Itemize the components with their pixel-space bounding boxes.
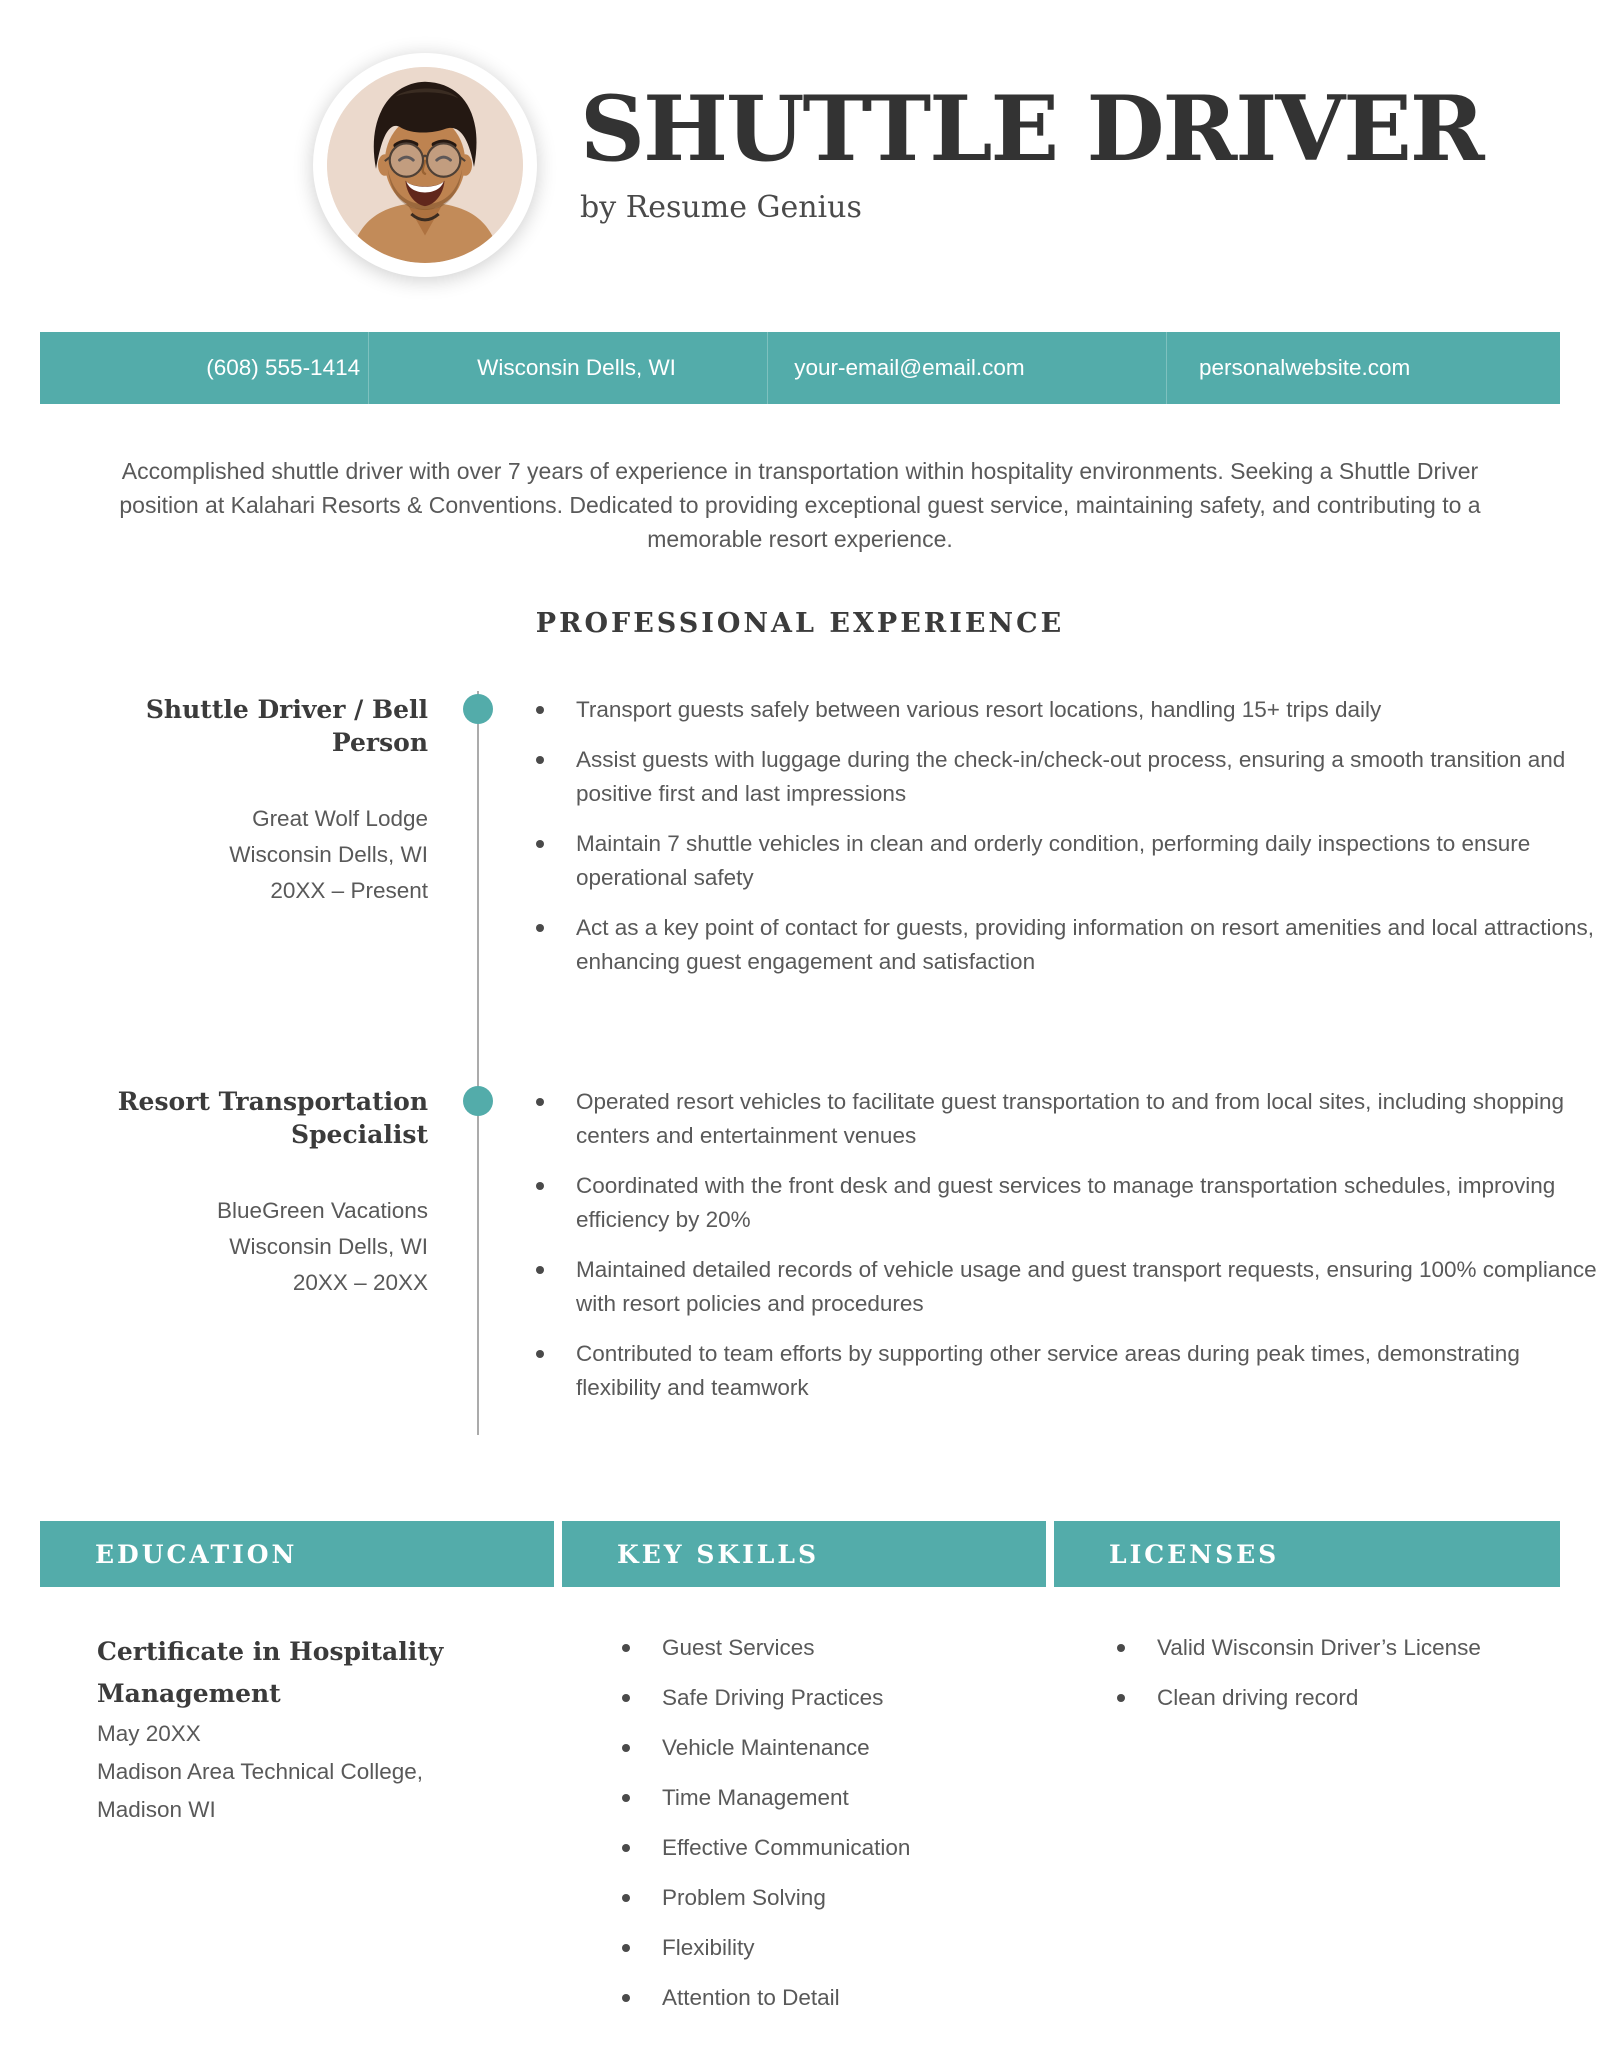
bottom-sections bbox=[40, 1521, 1560, 2031]
job-1-bullets bbox=[528, 693, 1600, 995]
job-bullet: Maintained detailed records of vehicle usage and guest transport requests, ensuring 100% compliance with resort policies and procedures bbox=[528, 1253, 1600, 1321]
key-skills-header bbox=[562, 1521, 1046, 1587]
job-entry-1 bbox=[0, 693, 1600, 995]
skill-item: Effective Communication bbox=[614, 1831, 1046, 1865]
job-1-timeline-cell bbox=[428, 693, 528, 995]
skill-item: Flexibility bbox=[614, 1931, 1046, 1965]
skill-item: Time Management bbox=[614, 1781, 1046, 1815]
key-skills-section bbox=[562, 1521, 1046, 2031]
timeline-dot bbox=[463, 1086, 493, 1116]
contact-separator bbox=[767, 332, 768, 404]
contact-separator bbox=[1166, 332, 1167, 404]
job-bullet: Act as a key point of contact for guests, providing information on resort amenities and local attractions, enhancing guest engagement and satisfaction bbox=[528, 911, 1600, 979]
contact-phone: (608) 555-1414 bbox=[206, 355, 361, 380]
job-2-bullets bbox=[528, 1085, 1600, 1421]
job-1-dates: 20XX – Present bbox=[270, 878, 428, 903]
experience-heading: PROFESSIONAL EXPERIENCE bbox=[535, 608, 1065, 639]
job-bullet: Coordinated with the front desk and guest services to manage transportation schedules, improving efficiency by 20% bbox=[528, 1169, 1600, 1237]
education-heading: EDUCATION bbox=[95, 1539, 298, 1569]
job-2-company: BlueGreen Vacations bbox=[217, 1198, 428, 1223]
graduation-date: May 20XX bbox=[97, 1721, 201, 1746]
job-2-dates: 20XX – 20XX bbox=[292, 1270, 428, 1295]
skill-item: Attention to Detail bbox=[614, 1981, 1046, 2015]
experience-section bbox=[0, 693, 1600, 1421]
byline: by Resume Genius bbox=[580, 190, 862, 225]
licenses-heading: LICENSES bbox=[1109, 1539, 1280, 1569]
key-skills-heading: KEY SKILLS bbox=[617, 1539, 820, 1569]
job-1-location: Wisconsin Dells, WI bbox=[229, 842, 428, 867]
header bbox=[0, 0, 1600, 332]
job-1-company: Great Wolf Lodge bbox=[252, 806, 428, 831]
job-2-meta bbox=[75, 1193, 428, 1301]
avatar-portrait-illustration bbox=[327, 67, 523, 263]
licenses-body bbox=[1054, 1587, 1560, 1715]
contact-email: your-email@email.com bbox=[794, 355, 1025, 380]
licenses-list bbox=[1109, 1631, 1560, 1715]
licenses-header bbox=[1054, 1521, 1560, 1587]
job-2-location: Wisconsin Dells, WI bbox=[229, 1234, 428, 1259]
skill-item: Vehicle Maintenance bbox=[614, 1731, 1046, 1765]
skills-list bbox=[614, 1631, 1046, 2015]
job-bullet: Transport guests safely between various resort locations, handling 15+ trips daily bbox=[528, 693, 1600, 727]
job-1-meta bbox=[75, 801, 428, 909]
skill-item: Guest Services bbox=[614, 1631, 1046, 1665]
school-location: Madison WI bbox=[97, 1797, 216, 1822]
job-2-title: Resort Transportation Specialist bbox=[117, 1087, 428, 1149]
skill-item: Problem Solving bbox=[614, 1881, 1046, 1915]
job-2-timeline-cell bbox=[428, 1085, 528, 1421]
education-header bbox=[40, 1521, 554, 1587]
license-item: Clean driving record bbox=[1109, 1681, 1560, 1715]
contact-location: Wisconsin Dells, WI bbox=[477, 355, 676, 380]
job-1-title: Shuttle Driver / Bell Person bbox=[145, 695, 428, 757]
contact-website: personalwebsite.com bbox=[1198, 355, 1411, 380]
degree-title: Certificate in Hospitality Management bbox=[97, 1637, 444, 1708]
contact-separator bbox=[368, 332, 369, 404]
summary-text: Accomplished shuttle driver with over 7 years of experience in transportation within hospitality environments. Seeking a Shuttle Driver position at Kalahari Resorts & Conventions. Dedicated to providing exceptional guest service, maintaining safety, and contributing to a memorable resort experience. bbox=[119, 458, 1481, 552]
profile-photo bbox=[313, 53, 537, 277]
school-name: Madison Area Technical College, bbox=[97, 1759, 424, 1784]
education-body bbox=[40, 1587, 554, 1829]
key-skills-body bbox=[562, 1587, 1046, 2015]
title-block bbox=[580, 76, 1483, 225]
contact-bar bbox=[40, 332, 1560, 404]
job-bullet: Contributed to team efforts by supporting other service areas during peak times, demonstrating flexibility and teamwork bbox=[528, 1337, 1600, 1405]
job-2-left-column bbox=[0, 1085, 428, 1421]
licenses-section bbox=[1054, 1521, 1560, 2031]
job-bullet: Assist guests with luggage during the check-in/check-out process, ensuring a smooth transition and positive first and last impressions bbox=[528, 743, 1600, 811]
license-item: Valid Wisconsin Driver’s License bbox=[1109, 1631, 1560, 1665]
timeline-dot bbox=[463, 694, 493, 724]
job-entry-2 bbox=[0, 1085, 1600, 1421]
education-section bbox=[40, 1521, 554, 2031]
skill-item: Safe Driving Practices bbox=[614, 1681, 1046, 1715]
page-title: SHUTTLE DRIVER bbox=[580, 76, 1483, 182]
job-1-left-column bbox=[0, 693, 428, 995]
job-bullet: Maintain 7 shuttle vehicles in clean and orderly condition, performing daily inspections to ensure operational safety bbox=[528, 827, 1600, 895]
job-bullet: Operated resort vehicles to facilitate guest transportation to and from local sites, including shopping centers and entertainment venues bbox=[528, 1085, 1600, 1153]
